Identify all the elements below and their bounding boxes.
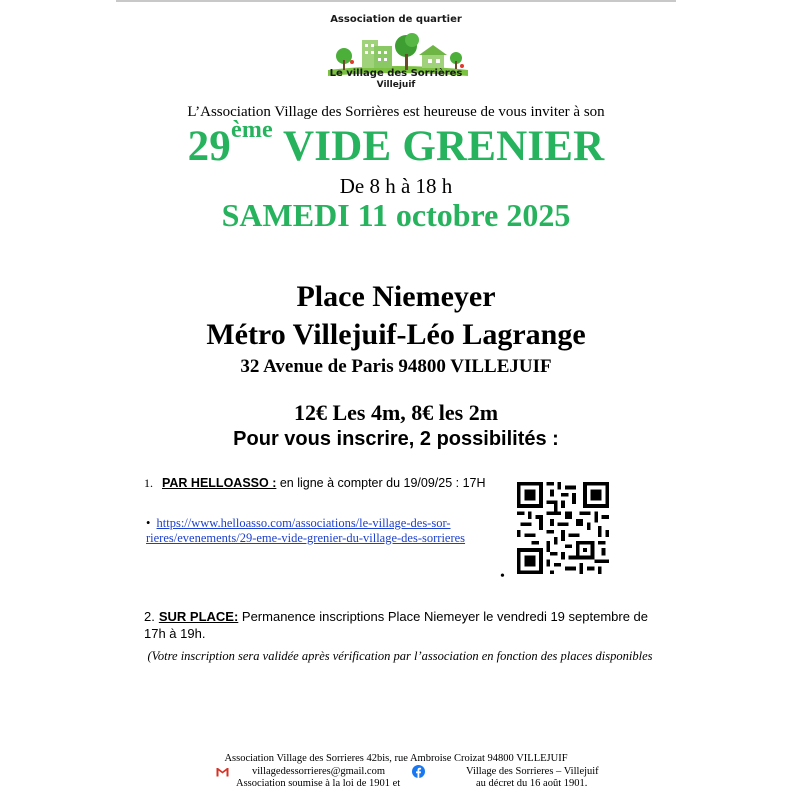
link-bullet: • [146,516,151,530]
helloasso-link-block [146,516,486,546]
gmail-icon [216,767,229,777]
title-number: 29 [187,123,231,170]
facebook-icon [412,765,425,778]
option1-label: PAR HELLOASSO : [162,476,277,490]
option2-text: Permanence inscriptions Place Niemeyer le vendredi 19 septembre de 17h à 19h. [144,609,649,641]
qr-bullet: • [500,569,505,584]
inscribe-heading: Pour vous inscrire, 2 possibilités : [233,428,559,450]
logo-city-text: Villejuif [376,80,416,90]
title-text: VIDE GRENIER [272,123,605,170]
event-metro: Métro Villejuif-Léo Lagrange [206,318,586,351]
intro-text: L’Association Village des Sorrières est heureuse de vous inviter à son [187,104,605,120]
event-title [0,117,792,171]
footer-email-text: villagedessorrieres@gmail.com [252,766,386,777]
helloasso-link[interactable] [146,516,465,545]
validation-note: (Votre inscription sera validée après vérification par l’association en fonction des places disponibles [147,649,653,663]
option2-label: SUR PLACE: [158,609,239,624]
event-hours: De 8 h à 18 h [339,174,453,198]
event-price: 12€ Les 4m, 8€ les 2m [293,400,499,425]
footer-facebook: Village des Sorrieres – Villejuif [466,766,599,777]
helloasso-link-line1: https://www.helloasso.com/associations/le-village-des-sor- [156,516,451,530]
logo-bottom-text: Le village des Sorrières [329,68,463,79]
helloasso-link-line2: rieres/evenements/29-eme-vide-grenier-du-village-des-sorrieres [146,531,466,545]
qr-code-icon[interactable] [517,482,609,574]
association-logo [318,14,474,94]
option2-number: 2. [144,609,155,624]
event-date: SAMEDI 11 octobre 2025 [221,197,571,233]
footer-address: Association Village des Sorrieres 42bis, rue Ambroise Croizat 94800 VILLEJUIF [224,753,568,764]
footer-law-right: au décret du 16 août 1901. [476,778,588,789]
option1-number: 1. [144,476,153,490]
event-address: 32 Avenue de Paris 94800 VILLEJUIF [240,356,552,377]
event-place: Place Niemeyer [296,280,496,313]
footer-email [236,766,385,777]
option-helloasso [144,476,486,491]
option-on-site [144,608,664,642]
top-rule [116,0,676,2]
title-suffix: ème [230,117,273,143]
footer-law-left: Association soumise à la loi de 1901 et [236,778,401,789]
option1-text: en ligne à compter du 19/09/25 : 17H [276,476,486,490]
logo-top-text: Association de quartier [330,14,462,25]
